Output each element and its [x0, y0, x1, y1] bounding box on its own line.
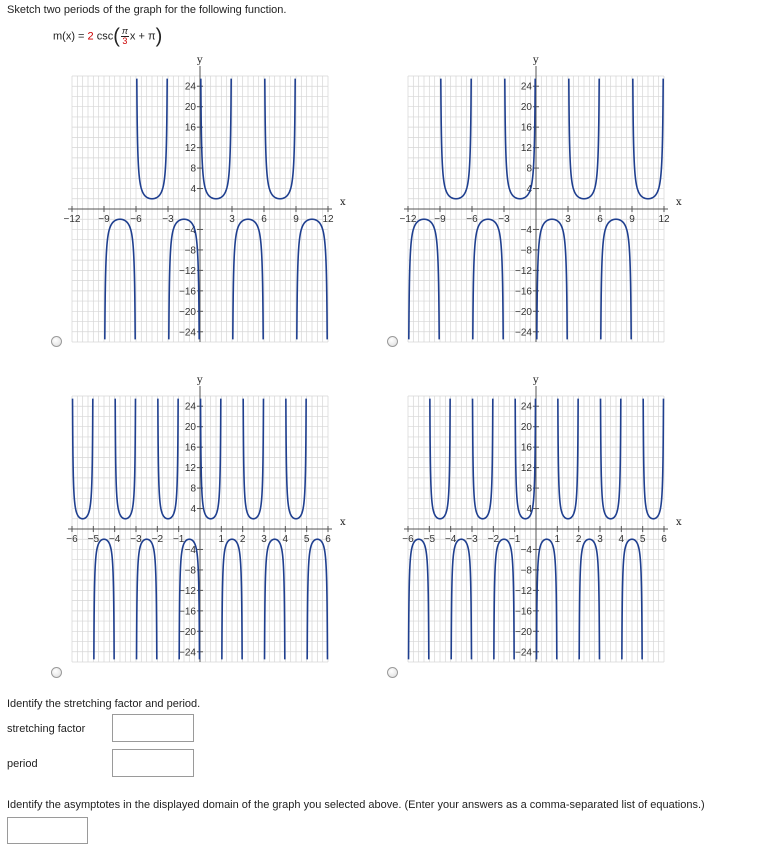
x-tick-label: 6	[597, 214, 603, 225]
x-tick-label: 4	[618, 534, 625, 545]
y-tick-label: 16	[520, 122, 532, 134]
x-axis-label: x	[340, 517, 346, 528]
x-axis-label: x	[676, 197, 682, 208]
x-tick-label: −12	[63, 214, 81, 225]
y-tick-label: −12	[179, 585, 196, 597]
y-tick-label: 24	[184, 401, 196, 413]
y-tick-label: 16	[184, 122, 196, 134]
question-prompt: Sketch two periods of the graph for the following function.	[7, 4, 287, 16]
y-tick-label: −4	[184, 224, 196, 236]
y-tick-label: 12	[520, 143, 532, 155]
x-tick-label: 3	[565, 214, 571, 225]
x-tick-label: 1	[218, 534, 225, 545]
y-tick-label: 24	[520, 81, 532, 93]
y-tick-label: −16	[179, 606, 196, 618]
y-tick-label: 12	[184, 143, 196, 155]
y-tick-label: −24	[179, 327, 196, 339]
function-display	[53, 27, 162, 46]
x-tick-label: −2	[487, 534, 500, 545]
asymptotes-question: Identify the asymptotes in the displayed domain of the graph you selected above. (Enter your answers as a comma-separated list of equations.)	[7, 799, 705, 811]
y-tick-label: −12	[179, 265, 196, 277]
y-tick-label: −24	[179, 647, 196, 659]
y-axis-label: y	[197, 55, 203, 66]
graph-option-a	[60, 55, 346, 352]
y-tick-label: 4	[190, 504, 196, 516]
y-tick-label: 8	[190, 163, 196, 175]
x-tick-label: −5	[87, 534, 100, 545]
y-tick-label: −16	[515, 286, 532, 298]
x-tick-label: −4	[108, 534, 121, 545]
y-tick-label: 20	[184, 422, 196, 434]
radio-option-d[interactable]	[387, 667, 398, 678]
y-tick-label: 24	[520, 401, 532, 413]
y-tick-label: −4	[520, 224, 532, 236]
graph-c-svg	[60, 375, 346, 672]
x-tick-label: −3	[466, 534, 478, 545]
y-tick-label: 16	[184, 442, 196, 454]
y-tick-label: −20	[515, 306, 532, 318]
x-tick-label: −1	[172, 534, 185, 545]
x-tick-label: 3	[229, 214, 235, 225]
y-tick-label: 24	[184, 81, 196, 93]
x-tick-label: −4	[444, 534, 457, 545]
x-tick-label: 3	[261, 534, 267, 545]
identify-heading: Identify the stretching factor and period.	[7, 698, 201, 710]
function-coefficient: 2	[87, 30, 94, 43]
y-tick-label: −20	[179, 306, 196, 318]
graph-option-c	[60, 375, 346, 672]
close-paren: )	[155, 25, 163, 48]
x-tick-label: 1	[554, 534, 561, 545]
graph-b-svg	[396, 55, 682, 352]
graph-option-b	[396, 55, 682, 352]
x-tick-label: −9	[98, 214, 110, 225]
x-tick-label: −3	[162, 214, 174, 225]
y-axis-label: y	[533, 55, 539, 66]
y-axis-label: y	[197, 375, 203, 386]
x-tick-label: 3	[597, 534, 603, 545]
y-tick-label: −8	[520, 565, 532, 577]
radio-option-b[interactable]	[387, 336, 398, 347]
y-tick-label: −12	[515, 265, 532, 277]
open-paren: (	[113, 25, 120, 48]
y-tick-label: −8	[520, 245, 532, 257]
stretching-factor-input[interactable]	[112, 714, 194, 742]
x-tick-label: −6	[66, 534, 78, 545]
y-tick-label: 4	[190, 184, 196, 196]
graph-option-d	[396, 375, 682, 672]
radio-option-c[interactable]	[51, 667, 62, 678]
y-tick-label: 4	[526, 184, 532, 196]
x-tick-label: −12	[399, 214, 417, 225]
stretching-factor-label: stretching factor	[7, 723, 86, 735]
x-tick-label: −2	[151, 534, 164, 545]
x-tick-label: −6	[402, 534, 414, 545]
x-tick-label: 6	[261, 214, 267, 225]
x-tick-label: 6	[661, 534, 667, 545]
x-tick-label: 9	[629, 214, 635, 225]
function-name: csc	[96, 30, 114, 43]
function-fraction	[121, 27, 129, 46]
y-tick-label: 20	[184, 102, 196, 114]
period-label: period	[7, 758, 38, 770]
y-tick-label: 12	[184, 463, 196, 475]
x-tick-label: −3	[498, 214, 510, 225]
y-tick-label: 8	[190, 483, 196, 495]
y-tick-label: −8	[184, 565, 196, 577]
radio-option-a[interactable]	[51, 336, 62, 347]
y-tick-label: −12	[515, 585, 532, 597]
x-tick-label: 2	[239, 534, 246, 545]
y-axis-label: y	[533, 375, 539, 386]
y-tick-label: 20	[520, 422, 532, 434]
y-tick-label: 20	[520, 102, 532, 114]
y-tick-label: 4	[526, 504, 532, 516]
y-tick-label: −4	[520, 544, 532, 556]
x-tick-label: −1	[508, 534, 521, 545]
x-axis-label: x	[676, 517, 682, 528]
x-tick-label: 9	[293, 214, 299, 225]
x-tick-label: −3	[130, 534, 142, 545]
x-tick-label: 6	[325, 534, 331, 545]
x-tick-label: 4	[282, 534, 289, 545]
y-tick-label: 8	[526, 483, 532, 495]
graph-a-svg	[60, 55, 346, 352]
y-tick-label: −8	[184, 245, 196, 257]
asymptotes-input[interactable]	[7, 817, 88, 844]
function-lhs: m(x) =	[53, 30, 88, 43]
fraction-numerator: π	[121, 26, 128, 36]
y-tick-label: −20	[515, 626, 532, 638]
x-tick-label: −6	[466, 214, 478, 225]
y-tick-label: −4	[184, 544, 196, 556]
x-tick-label: 2	[575, 534, 582, 545]
y-tick-label: 12	[520, 463, 532, 475]
function-rest: x + π	[129, 30, 156, 43]
x-tick-label: 5	[303, 534, 310, 545]
x-tick-label: 12	[322, 214, 334, 225]
fraction-denominator: 3	[122, 36, 128, 46]
x-tick-label: −9	[434, 214, 446, 225]
y-tick-label: −24	[515, 327, 532, 339]
graph-d-svg	[396, 375, 682, 672]
y-tick-label: −20	[179, 626, 196, 638]
y-tick-label: 16	[520, 442, 532, 454]
y-tick-label: 8	[526, 163, 532, 175]
x-tick-label: 5	[639, 534, 646, 545]
x-tick-label: 12	[658, 214, 670, 225]
y-tick-label: −24	[515, 647, 532, 659]
period-input[interactable]	[112, 749, 194, 777]
x-tick-label: −6	[130, 214, 142, 225]
y-tick-label: −16	[515, 606, 532, 618]
x-axis-label: x	[340, 197, 346, 208]
y-tick-label: −16	[179, 286, 196, 298]
x-tick-label: −5	[423, 534, 436, 545]
